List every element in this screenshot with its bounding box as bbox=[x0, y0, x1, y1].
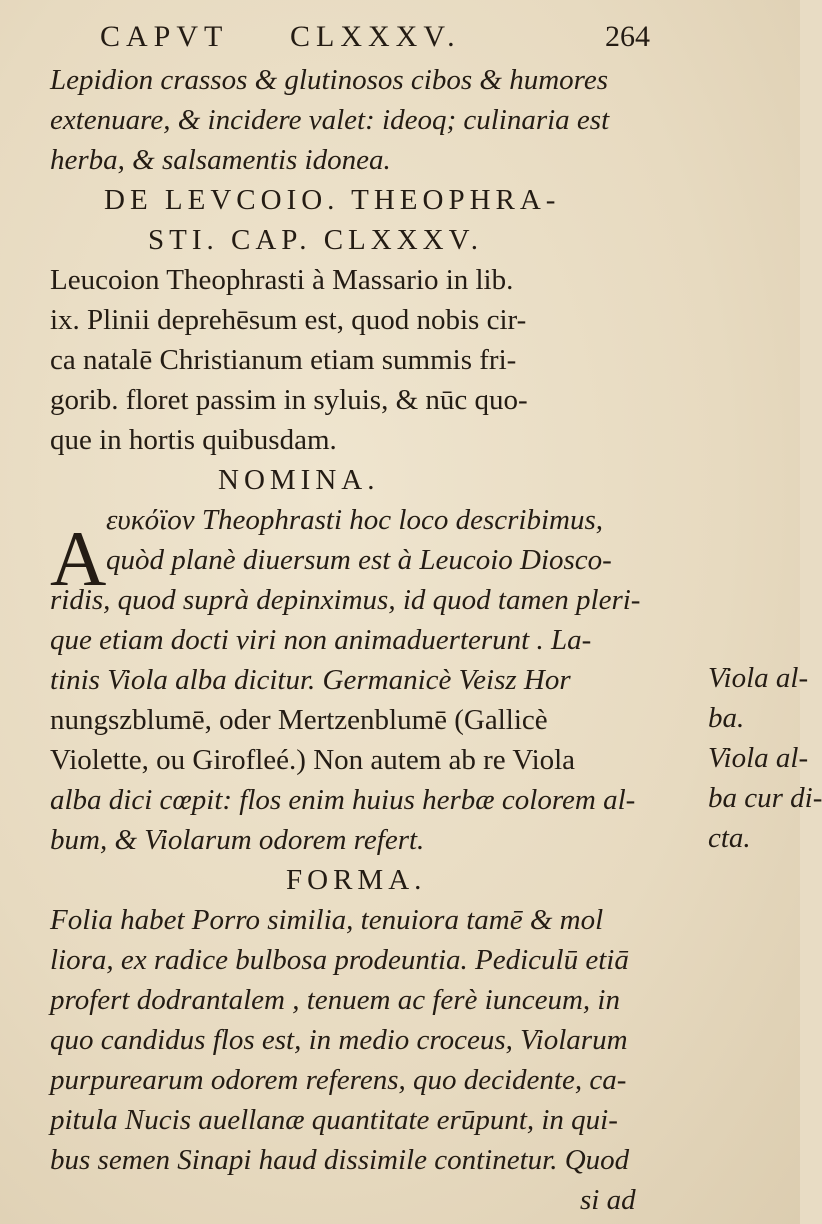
text-line: extenuare, & incidere valet: ideoq; culinaria est bbox=[50, 104, 610, 136]
running-head-chapter-number: CLXXXV. bbox=[290, 20, 461, 53]
sidenote: Viola al- bbox=[708, 662, 809, 694]
page-header bbox=[100, 14, 660, 64]
running-head-caput: CAPVT bbox=[100, 20, 229, 53]
text-line: que in hortis quibusdam. bbox=[50, 424, 337, 456]
sidenote: cta. bbox=[708, 822, 751, 854]
text-line: alba dici cœpit: flos enim huius herbæ colorem al- bbox=[50, 784, 636, 816]
text-line: tinis Viola alba dicitur. Germanicè Veisz Hor bbox=[50, 664, 571, 696]
text-line: pitula Nucis auellanæ quantitate erūpunt, in qui- bbox=[50, 1104, 618, 1136]
text-line: Leucoion Theophrasti à Massario in lib. bbox=[50, 264, 514, 296]
section-heading-forma: FORMA. bbox=[286, 864, 427, 896]
sidenote: ba. bbox=[708, 702, 745, 734]
text-line: ridis, quod suprà depinximus, id quod tamen pleri- bbox=[50, 584, 641, 616]
text-line: Lepidion crassos & glutinosos cibos & humores bbox=[50, 64, 609, 96]
text-line: ix. Plinii deprehēsum est, quod nobis cir- bbox=[50, 304, 527, 336]
text-line: Folia habet Porro similia, tenuiora tamē & mol bbox=[50, 904, 604, 936]
sidenote: Viola al- bbox=[708, 742, 809, 774]
text-line: herba, & salsamentis idonea. bbox=[50, 144, 391, 176]
text-line: ευκόϊον Theophrasti hoc loco describimus, bbox=[106, 504, 603, 536]
page-number: 264 bbox=[605, 20, 650, 53]
text-line: liora, ex radice bulbosa prodeuntia. Pediculū etiā bbox=[50, 944, 629, 976]
text-line: bum, & Violarum odorem refert. bbox=[50, 824, 425, 856]
text-line: quòd planè diuersum est à Leucoio Dioscο- bbox=[106, 544, 612, 576]
text-line: bus semen Sinapi haud dissimile continetur. Quod bbox=[50, 1144, 630, 1176]
text-column bbox=[50, 60, 690, 1220]
catchword: si ad bbox=[580, 1184, 636, 1216]
text-line: profert dodrantalem , tenuem ac ferè iunceum, in bbox=[50, 984, 620, 1016]
text-line: quo candidus flos est, in medio croceus, Violarum bbox=[50, 1024, 628, 1056]
text-line: ca natalē Christianum etiam summis fri- bbox=[50, 344, 517, 376]
drop-cap: A bbox=[50, 515, 107, 602]
section-heading-nomina: NOMINA. bbox=[218, 464, 380, 496]
text-line: gorib. floret passim in syluis, & nūc quo- bbox=[50, 384, 528, 416]
sidenote: ba cur di- bbox=[708, 782, 822, 814]
text-line: nungszblumē, oder Mertzenblumē (Gallicè bbox=[50, 704, 548, 736]
chapter-title: STI. CAP. CLXXXV. bbox=[148, 224, 484, 256]
chapter-title: DE LEVCOIO. THEOPHRA- bbox=[104, 184, 561, 216]
text-line: purpurearum odorem referens, quo decidente, ca- bbox=[50, 1064, 627, 1096]
text-line: que etiam docti viri non animaduerterunt . La- bbox=[50, 624, 592, 656]
text-line: Violette, ou Girofleé.) Non autem ab re Viola bbox=[50, 744, 576, 776]
